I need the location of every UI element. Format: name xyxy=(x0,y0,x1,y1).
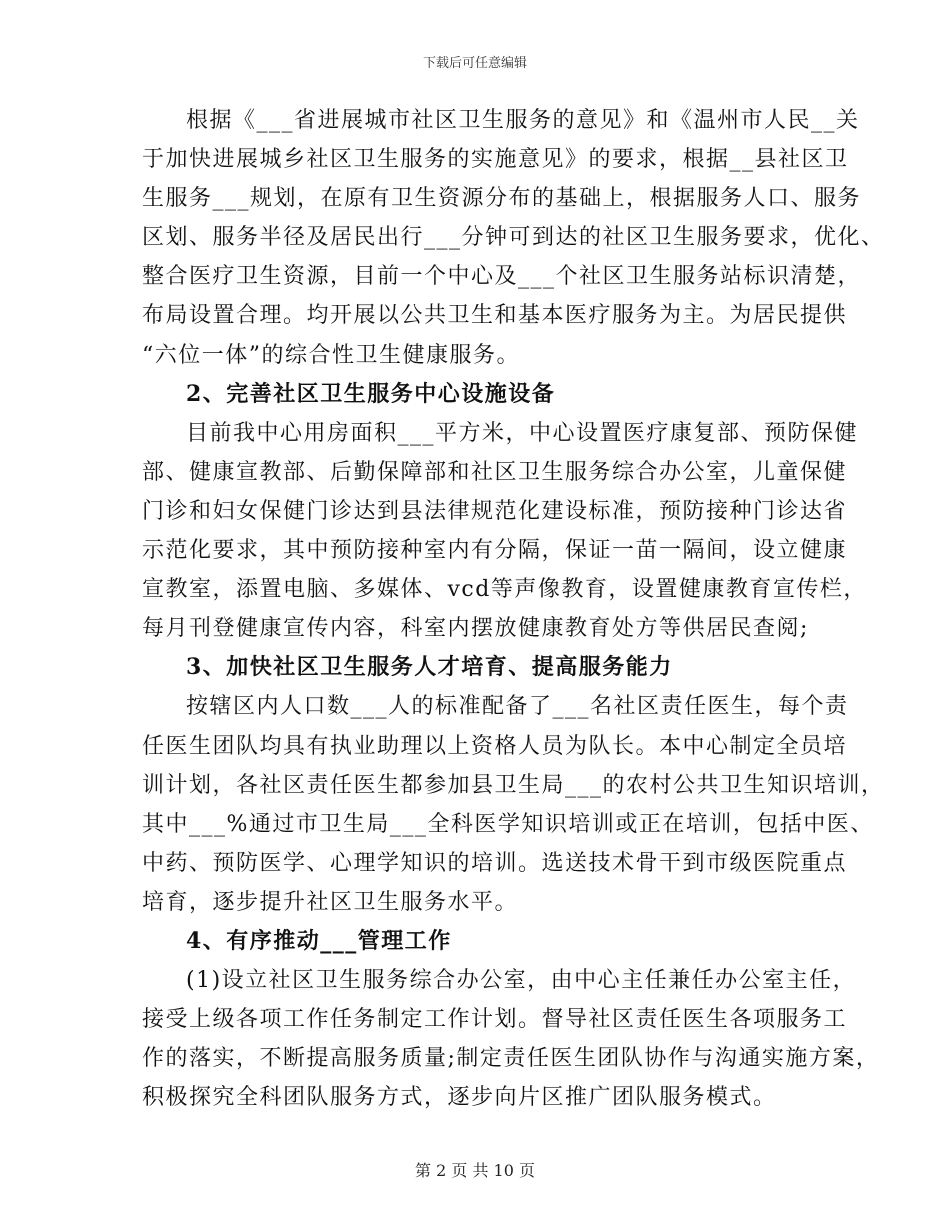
text-line: 门诊和妇女保健门诊达到县法律规范化建设标准，预防接种门诊达省 xyxy=(142,498,848,524)
text-line: 作的落实，不断提高服务质量;制定责任医生团队协作与沟通实施方案， xyxy=(142,1046,880,1072)
document-body xyxy=(142,101,885,1117)
section-heading: 4、有序推动___管理工作 xyxy=(186,927,452,954)
text-line: 任医生团队均具有执业助理以上资格人员为队长。本中心制定全员培 xyxy=(142,733,848,759)
text-line: 每月刊登健康宣传内容，科室内摆放健康教育处方等供居民查阅; xyxy=(142,616,809,642)
text-line: 整合医疗卫生资源，目前一个中心及___个社区卫生服务站标识清楚， xyxy=(142,264,862,290)
text-line: 其中___%通过市卫生局___全科医学知识培训或正在培训，包括中医、 xyxy=(142,811,874,837)
text-line: (1)设立社区卫生服务综合办公室，由中心主任兼任办公室主任， xyxy=(186,968,857,994)
text-line: 接受上级各项工作任务制定工作计划。督导社区责任医生各项服务工 xyxy=(142,1007,848,1033)
text-line: 示范化要求，其中预防接种室内有分隔，保证一苗一隔间，设立健康 xyxy=(142,538,848,564)
text-line: 按辖区内人口数___人的标准配备了___名社区责任医生，每个责 xyxy=(186,694,849,720)
text-line: 根据《___省进展城市社区卫生服务的意见》和《温州市人民__关 xyxy=(186,108,860,133)
page-footer: 第 2 页 共 10 页 xyxy=(415,1161,535,1180)
section-heading: 3、加快社区卫生服务人才培育、提高服务能力 xyxy=(186,654,673,681)
page-header: 下载后可任意编辑 xyxy=(422,56,527,71)
section-heading: 2、完善社区卫生服务中心设施设备 xyxy=(186,380,556,407)
text-line: 布局设置合理。均开展以公共卫生和基本医疗服务为主。为居民提供 xyxy=(142,303,848,329)
text-line: 生服务___规划，在原有卫生资源分布的基础上，根据服务人口、服务 xyxy=(142,186,862,212)
text-line: “六位一体”的综合性卫生健康服务。 xyxy=(142,342,520,368)
text-line: 宣教室，添置电脑、多媒体、vcd等声像教育，设置健康教育宣传栏， xyxy=(142,577,867,603)
text-line: 培育，逐步提升社区卫生服务水平。 xyxy=(142,889,519,915)
text-line: 于加快进展城乡社区卫生服务的实施意见》的要求，根据__县社区卫 xyxy=(142,147,849,173)
text-line: 训计划，各社区责任医生都参加县卫生局___的农村公共卫生知识培训， xyxy=(142,772,885,798)
text-line: 部、健康宣教部、后勤保障部和社区卫生服务综合办公室，儿童保健 xyxy=(142,459,848,485)
text-line: 目前我中心用房面积___平方米，中心设置医疗康复部、预防保健 xyxy=(186,420,859,446)
text-line: 积极探究全科团队服务方式，逐步向片区推广团队服务模式。 xyxy=(142,1085,777,1111)
text-line: 中药、预防医学、心理学知识的培训。选送技术骨干到市级医院重点 xyxy=(142,850,848,876)
text-line: 区划、服务半径及居民出行___分钟可到达的社区卫生服务要求，优化、 xyxy=(142,225,885,251)
